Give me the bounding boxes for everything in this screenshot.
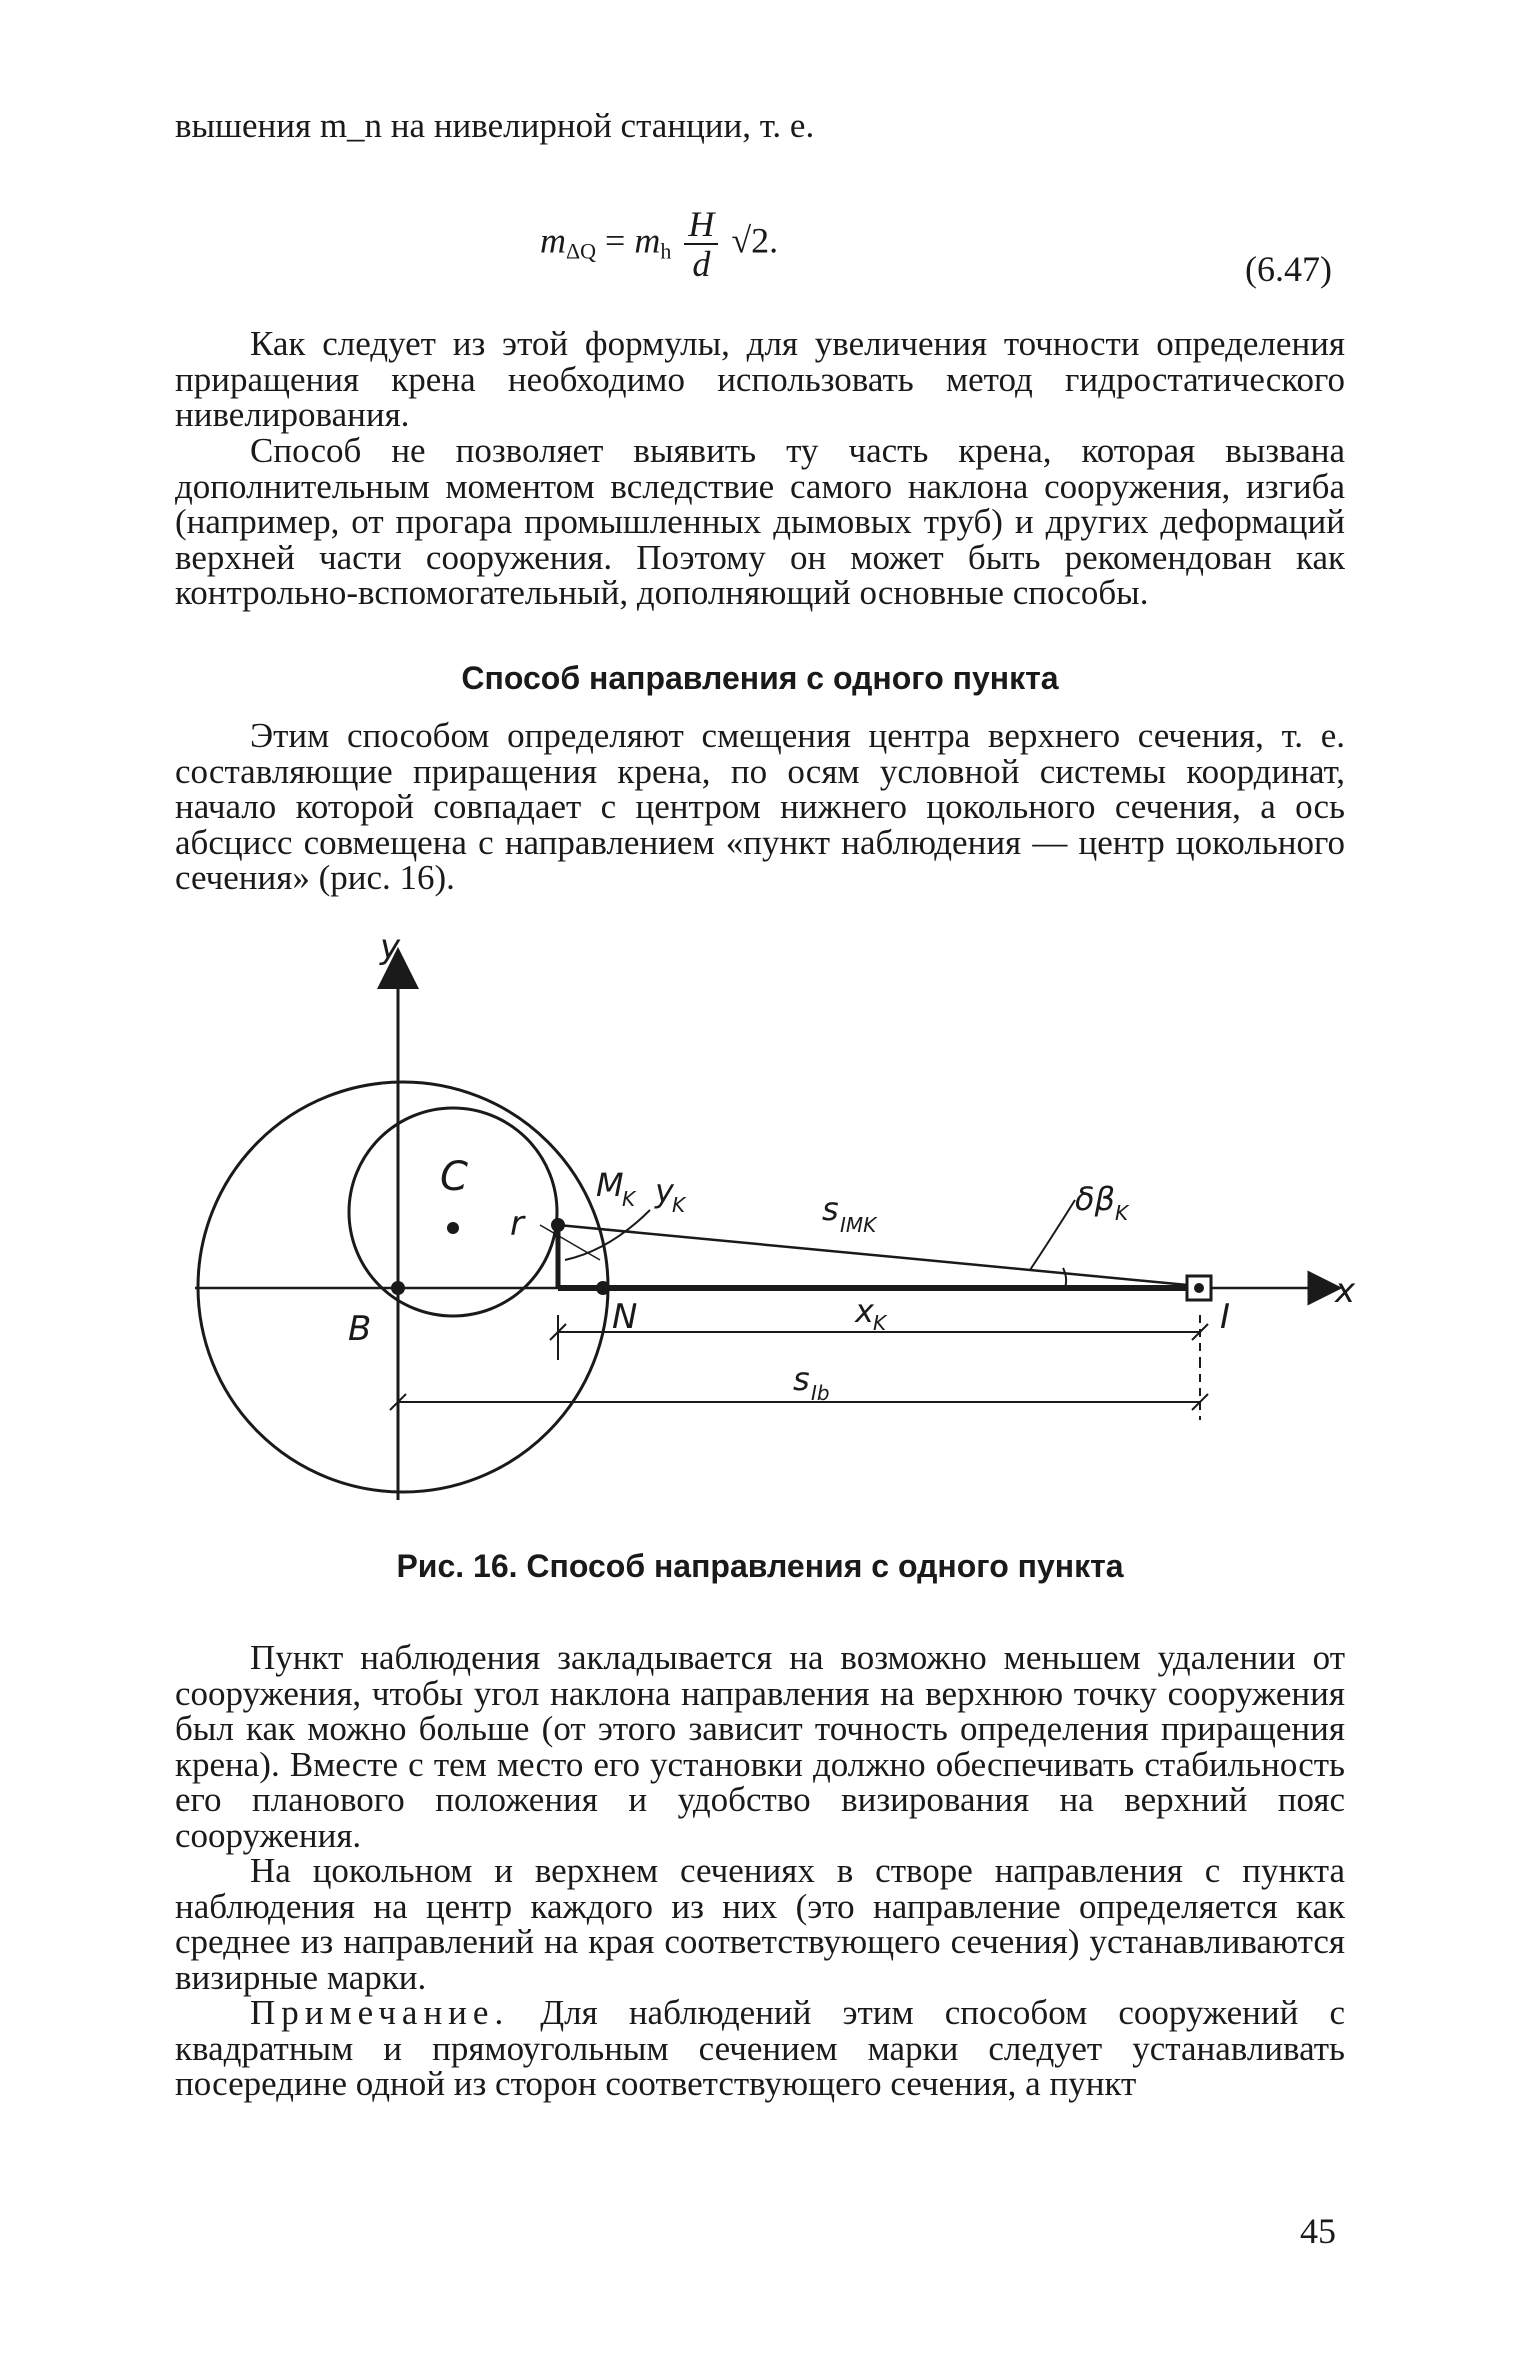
formula-lhs: m: [540, 220, 566, 261]
label-I: I: [1220, 1297, 1231, 1337]
label-s-bottom: s: [793, 1360, 810, 1398]
label-C: C: [440, 1154, 468, 1200]
formula-radical: √2: [731, 220, 770, 261]
paragraph-3: Этим способом определяют смещения центра верхнего сечения, т. е. составляющие приращения крена, по осям условной системы координат, начало которой совпадает с центром нижнего цокольного сечения, а ось абсцисс совмещена с направлением «пункт наблюдения — центр цокольного сечения» (рис. 16).: [175, 716, 1345, 897]
formula-denominator: d: [692, 244, 711, 284]
label-y-axis: y: [380, 927, 401, 967]
formula-equals: =: [605, 220, 626, 261]
label-yk: y: [655, 1172, 674, 1210]
point-B: [391, 1281, 405, 1295]
label-N: N: [612, 1297, 638, 1337]
label-s-top-sub: IMK: [840, 1213, 877, 1237]
page-number: 45: [1300, 2211, 1336, 2251]
label-r: r: [510, 1204, 524, 1244]
formula-numerator: H: [684, 205, 718, 245]
note-text: Для наблюдений этим способом сооружений с квадратным и прямоугольным сечением марки следует устанавливать посередине одной из сторон соответствующего сечения, а пункт: [175, 1993, 1345, 2103]
label-dbeta: δβ: [1075, 1180, 1115, 1218]
paragraph-4: Пункт наблюдения закладывается на возможно меньшем удалении от сооружения, чтобы угол наклона направления на верхнюю точку сооружения был как можно больше (от этого зависит точность определения приращения крена). Вместе с тем место его установки должно обеспечивать стабильность его планового положения и удобство визирования на верхний пояс сооружения.: [175, 1638, 1345, 1855]
section-heading: Способ направления с одного пункта: [461, 660, 1059, 696]
figure-caption: Рис. 16. Способ направления с одного пункта: [396, 1548, 1124, 1584]
paragraph-1: Как следует из этой формулы, для увеличения точности определения приращения крена необходимо использовать метод гидростатического нивелирования.: [175, 324, 1345, 434]
label-M-sub: K: [622, 1187, 636, 1211]
label-x-axis: x: [1335, 1271, 1356, 1311]
label-yk-sub: K: [672, 1193, 686, 1217]
station-I-point: [1194, 1283, 1204, 1293]
upper-section-circle: [349, 1108, 557, 1316]
formula-m: m: [634, 220, 661, 261]
point-N: [596, 1281, 610, 1295]
note-lead: Примечание.: [250, 1993, 510, 2032]
label-s-top: s: [822, 1190, 839, 1228]
label-xk: x: [855, 1292, 874, 1330]
paragraph-2: Способ не позволяет выявить ту часть крена, которая вызвана дополнительным моментом вследствие самого наклона сооружения, изгиба (например, от прогара промышленных дымовых труб) и других деформаций верхней части сооружения. Поэтому он может быть рекомендован как контрольно-вспомогательный, дополняющий основные способы.: [175, 431, 1345, 612]
label-M: M: [596, 1166, 624, 1204]
yk-leader: [565, 1210, 650, 1260]
point-M: [551, 1218, 565, 1232]
dbeta-leader: [1030, 1200, 1075, 1270]
formula-fraction: [684, 205, 718, 283]
label-dbeta-sub: K: [1115, 1201, 1129, 1225]
sight-line: [558, 1225, 1198, 1286]
formula-lhs-sub: ΔQ: [566, 238, 597, 264]
formula-m-sub: h: [660, 238, 672, 264]
figure-16-diagram: [0, 920, 1535, 1520]
label-s-bottom-sub: Ib: [811, 1381, 830, 1405]
paragraph-6: [175, 1995, 1345, 2102]
formula-end: .: [769, 220, 779, 261]
label-xk-sub: K: [873, 1311, 887, 1335]
label-B: B: [348, 1309, 372, 1349]
intro-line: вышения m_n на нивелирной станции, т. е.: [175, 106, 815, 145]
point-C: [447, 1222, 459, 1234]
formula-6-47: [540, 205, 778, 283]
paragraph-5: На цокольном и верхнем сечениях в створе направления с пункта наблюдения на центр каждого из них (это направление определяется как среднее из направлений на края соответствующего сечения) устанавливаются визирные марки.: [175, 1851, 1345, 1997]
equation-number: (6.47): [1245, 249, 1332, 289]
